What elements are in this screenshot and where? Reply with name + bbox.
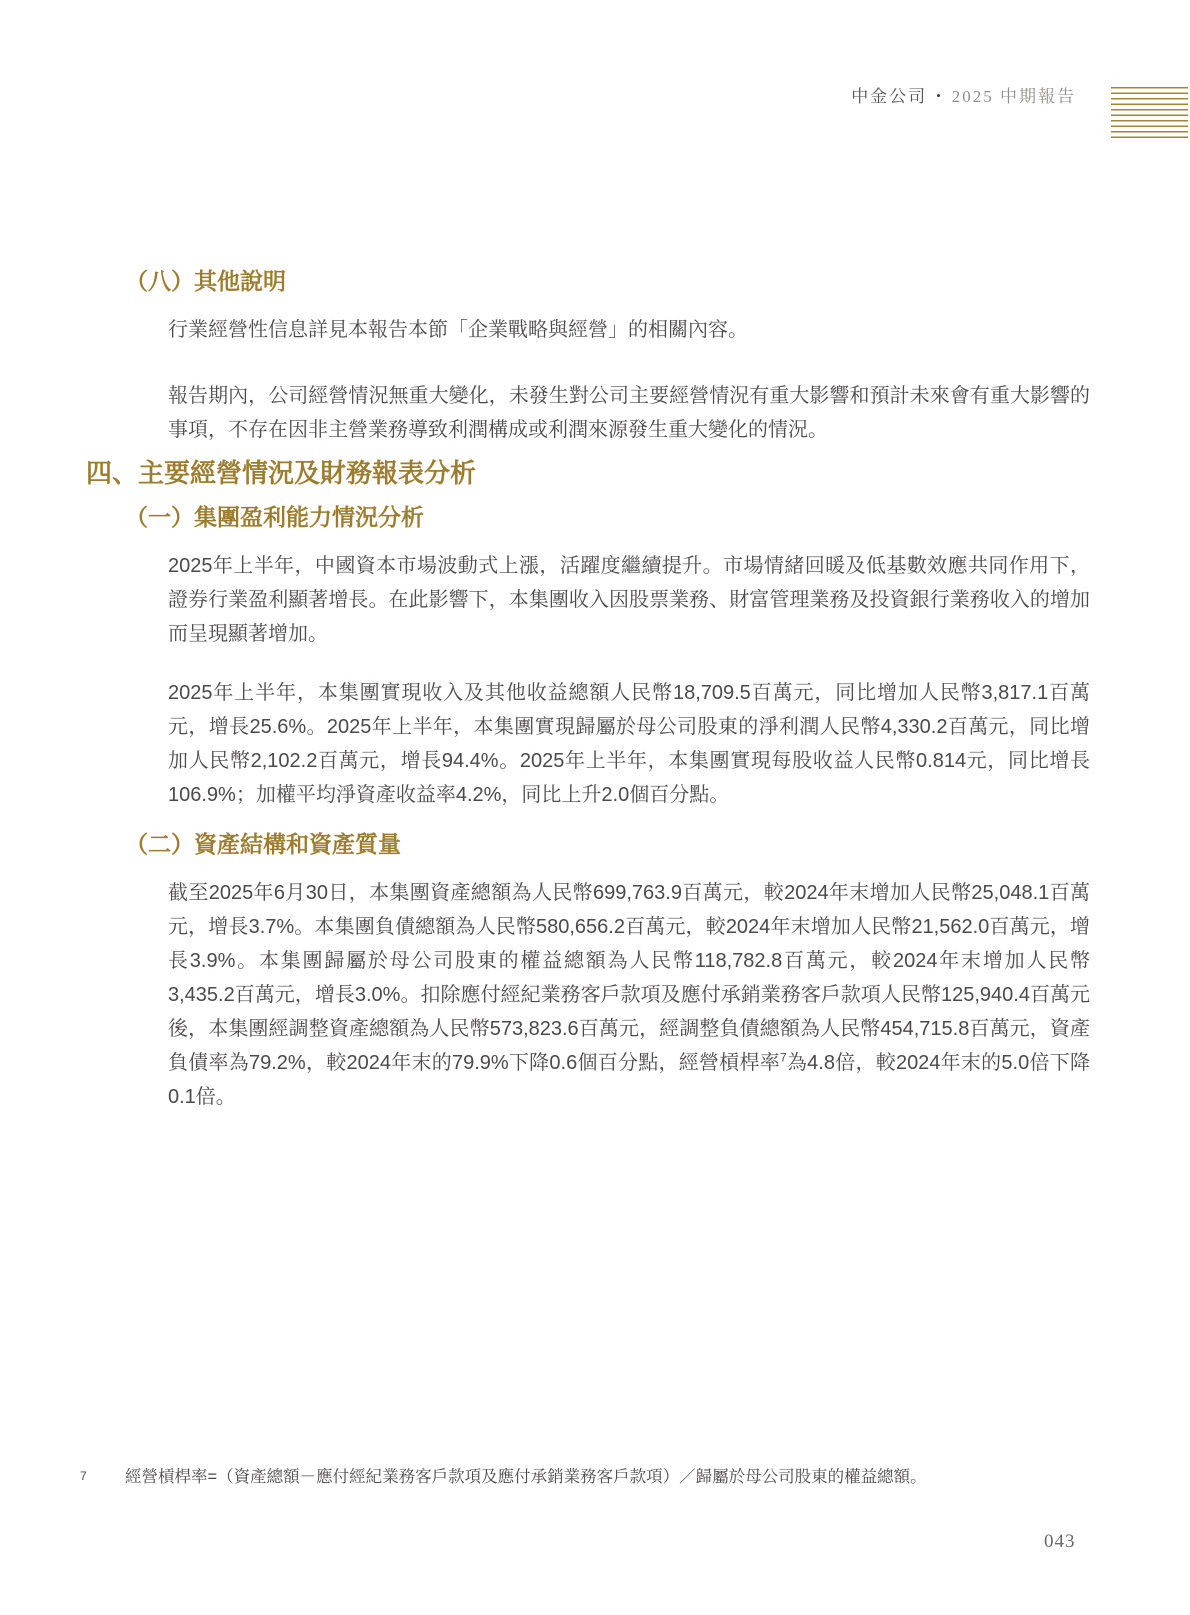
- paragraph-asset-structure: [168, 876, 1090, 1114]
- subsection-heading-profitability: （一）集團盈利能力情況分析: [125, 504, 424, 530]
- section-heading-main-analysis: 四、主要經營情況及財務報表分析: [86, 458, 477, 488]
- asset-paragraph-text-before-ref: 截至2025年6月30日，本集團資產總額為人民幣699,763.9百萬元，較2024年末增加人民幣25,048.1百萬元，增長3.7%。本集團負債總額為人民幣580,656.2百萬元，較2024年末增加人民幣21,562.0百萬元，增長3.9%。本集團歸屬於母公司股東的權益總額為人民幣118,782.8百萬元，較2024年末增加人民幣3,435.2百萬元，增長3.0%。扣除應付經紀業務客戶款項及應付承銷業務客戶款項人民幣125,940.4百萬元後，本集團經調整資產總額為人民幣573,823.6百萬元，經調整負債總額為人民幣454,715.8百萬元，資產負債率為79.2%，較2024年末的79.9%下降0.6個百分點，經營槓桿率: [168, 882, 1090, 1074]
- section-heading-other-notes: （八）其他說明: [125, 268, 286, 294]
- header-separator-dot: •: [936, 88, 943, 103]
- footnote-text: 經營槓桿率=（資產總額－應付經紀業務客戶款項及應付承銷業務客戶款項）／歸屬於母公司股東的權益總額。: [125, 1468, 927, 1486]
- paragraph-other-notes-1: 行業經營性信息詳見本報告本節「企業戰略與經營」的相關內容。: [168, 319, 748, 341]
- header-report-title: 2025 中期報告: [951, 87, 1076, 106]
- footnote-marker: 7: [80, 1469, 87, 1483]
- paragraph-profitability-2: 2025年上半年，本集團實現收入及其他收益總額人民幣18,709.5百萬元，同比增加人民幣3,817.1百萬元，增長25.6%。2025年上半年，本集團實現歸屬於母公司股東的淨利潤人民幣4,330.2百萬元，同比增加人民幣2,102.2百萬元，增長94.4%。2025年上半年，本集團實現每股收益人民幣0.814元，同比增長106.9%；加權平均淨資產收益率4.2%，同比上升2.0個百分點。: [168, 682, 1090, 806]
- footnote: [80, 1466, 1045, 1488]
- paragraph-other-notes-2: 報告期內，公司經營情況無重大變化，未發生對公司主要經營情況有重大影響和預計未來會有重大影響的事項，不存在因非主營業務導致利潤構成或利潤來源發生重大變化的情況。: [168, 385, 1090, 441]
- paragraph-profitability-1: 2025年上半年，中國資本市場波動式上漲，活躍度繼續提升。市場情緒回暖及低基數效應共同作用下，證券行業盈利顯著增長。在此影響下，本集團收入因股票業務、財富管理業務及投資銀行業務收入的增加而呈現顯著增加。: [168, 555, 1090, 645]
- header-company-name: 中金公司: [851, 87, 928, 106]
- page-number: 043: [1044, 1531, 1076, 1552]
- asset-paragraph-text-after-ref: 為4.8倍，較2024年末的5.0倍下降0.1倍。: [168, 1052, 1090, 1108]
- subsection-heading-asset-structure: （二）資產結構和資產質量: [125, 831, 401, 857]
- footnote-ref-superscript: 7: [779, 1050, 787, 1065]
